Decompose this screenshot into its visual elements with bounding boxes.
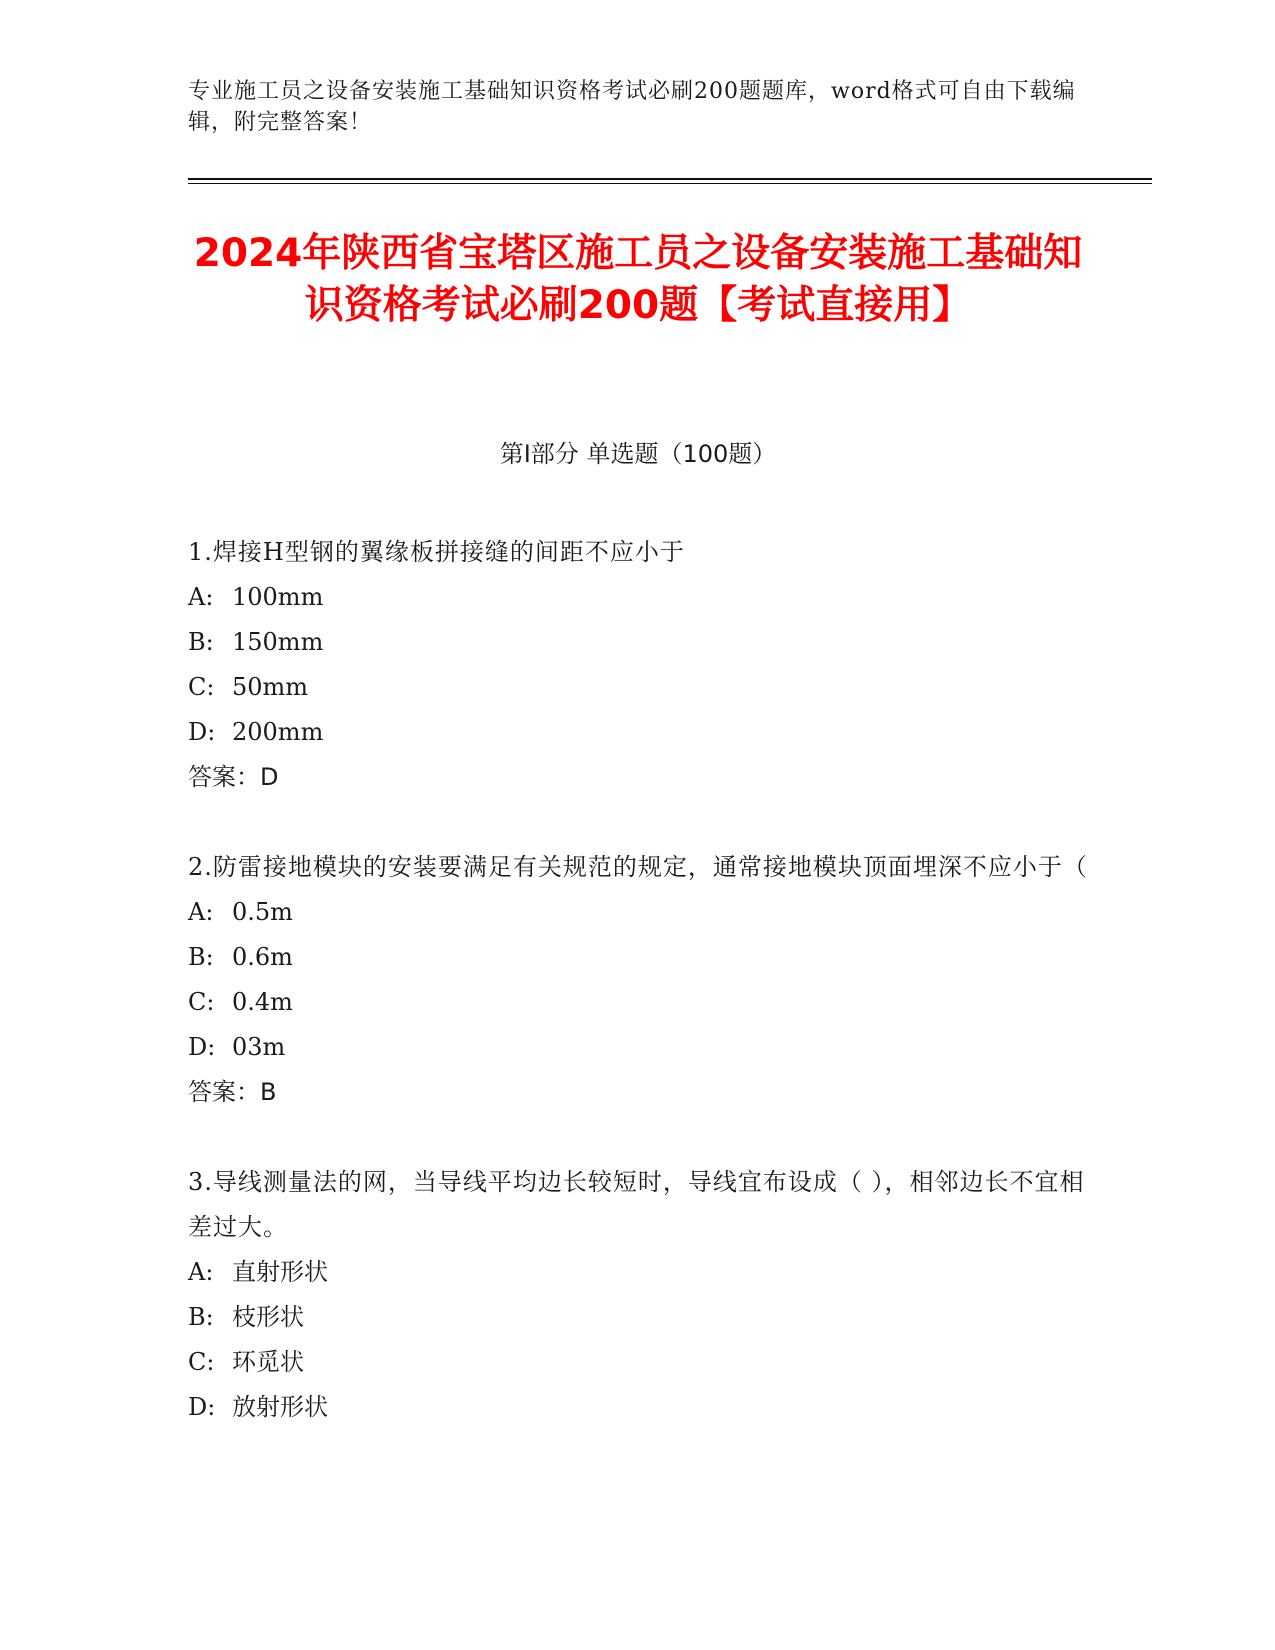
option-label: B: bbox=[188, 628, 214, 656]
option-b bbox=[188, 935, 1088, 980]
question-1 bbox=[188, 530, 1088, 800]
option-label: D: bbox=[188, 718, 216, 746]
option-label: C: bbox=[188, 673, 215, 701]
option-b bbox=[188, 1295, 1088, 1340]
option-label: B: bbox=[188, 1303, 214, 1331]
header-divider-thick bbox=[188, 178, 1152, 180]
option-text: 150mm bbox=[232, 628, 324, 656]
option-text: 50mm bbox=[232, 673, 309, 701]
option-c bbox=[188, 665, 1088, 710]
option-label: A: bbox=[188, 898, 214, 926]
option-text: 03m bbox=[232, 1033, 286, 1061]
option-label: A: bbox=[188, 1258, 214, 1286]
option-label: C: bbox=[188, 988, 215, 1016]
question-3 bbox=[188, 1160, 1088, 1430]
option-b bbox=[188, 620, 1088, 665]
option-text: 环觅状 bbox=[232, 1348, 304, 1376]
section-heading: 第I部分 单选题（100题） bbox=[499, 440, 777, 468]
option-text: 100mm bbox=[232, 583, 324, 611]
option-text: 0.5m bbox=[232, 898, 293, 926]
option-a bbox=[188, 890, 1088, 935]
option-d bbox=[188, 710, 1088, 755]
option-label: D: bbox=[188, 1393, 216, 1421]
option-a bbox=[188, 575, 1088, 620]
option-label: D: bbox=[188, 1033, 216, 1061]
option-text: 0.4m bbox=[232, 988, 293, 1016]
option-label: A: bbox=[188, 583, 214, 611]
option-text: 200mm bbox=[232, 718, 324, 746]
question-stem: 1.焊接H型钢的翼缘板拼接缝的间距不应小于 bbox=[188, 538, 685, 566]
option-label: C: bbox=[188, 1348, 215, 1376]
option-text: 0.6m bbox=[232, 943, 293, 971]
header-note: 专业施工员之设备安装施工基础知识资格考试必刷200题题库，word格式可自由下载编辑，附完整答案！ bbox=[188, 79, 1076, 135]
option-d bbox=[188, 1025, 1088, 1070]
question-list bbox=[188, 530, 1088, 1475]
option-d bbox=[188, 1385, 1088, 1430]
option-c bbox=[188, 980, 1088, 1025]
header-divider-thin bbox=[188, 183, 1152, 184]
option-label: B: bbox=[188, 943, 214, 971]
question-stem: 2.防雷接地模块的安装要满足有关规范的规定，通常接地模块顶面埋深不应小于（ bbox=[188, 853, 1088, 881]
question-2 bbox=[188, 845, 1088, 1115]
question-stem: 3.导线测量法的网，当导线平均边长较短时，导线宜布设成（ ），相邻边长不宜相差过大。 bbox=[188, 1168, 1085, 1241]
option-c bbox=[188, 1340, 1088, 1385]
answer-line: 答案：D bbox=[188, 763, 279, 791]
option-text: 放射形状 bbox=[232, 1393, 328, 1421]
option-text: 枝形状 bbox=[232, 1303, 304, 1331]
option-a bbox=[188, 1250, 1088, 1295]
option-text: 直射形状 bbox=[232, 1258, 328, 1286]
document-title: 2024年陕西省宝塔区施工员之设备安装施工基础知识资格考试必刷200题【考试直接用】 bbox=[193, 231, 1083, 328]
answer-line: 答案：B bbox=[188, 1078, 277, 1106]
